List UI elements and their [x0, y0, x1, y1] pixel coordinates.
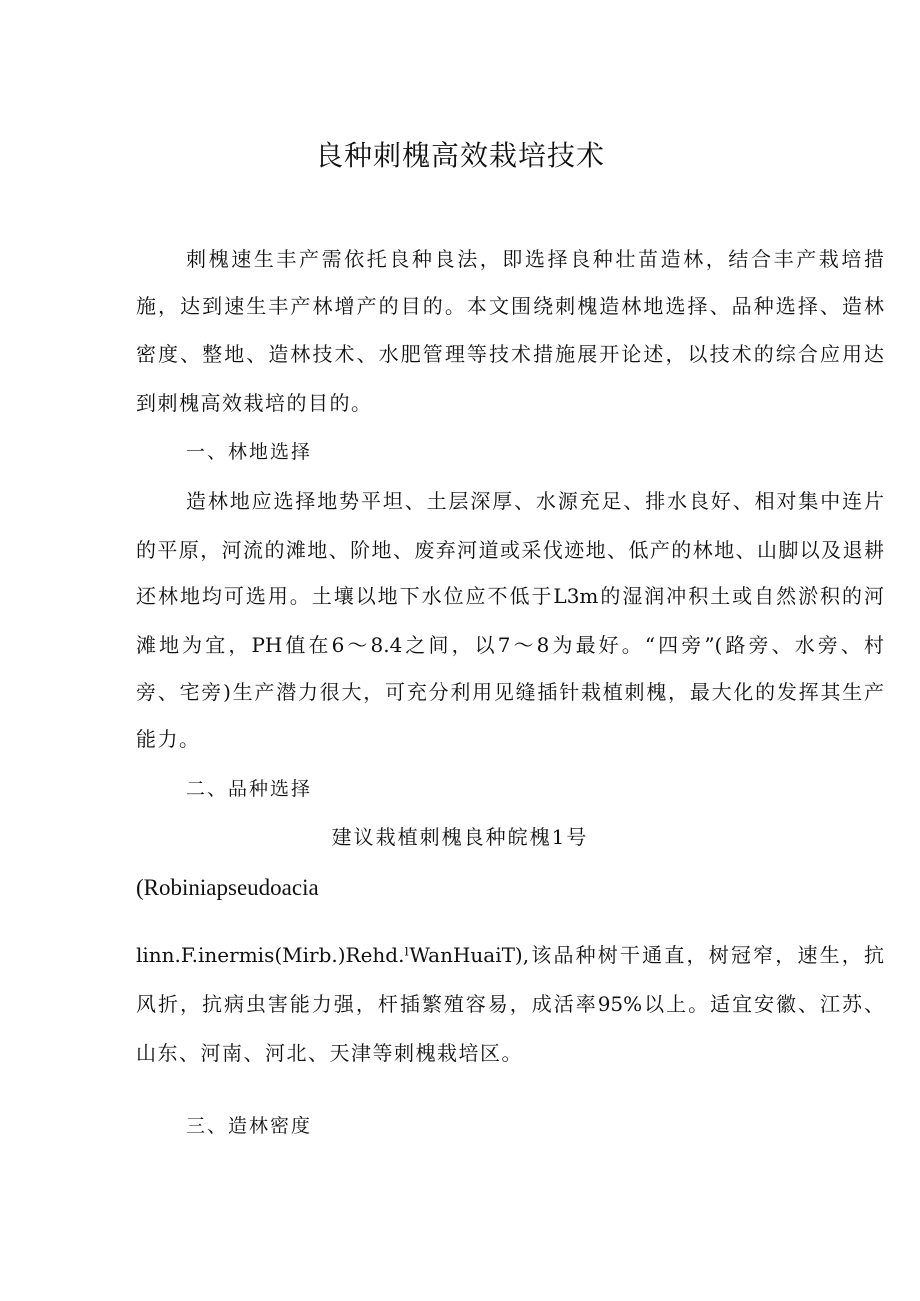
intro-line: 施，达到速生丰产林增产的目的。本文围绕刺槐造林地选择、品种选择、造林	[136, 294, 884, 318]
section-heading-3: 三、造林密度	[186, 1115, 313, 1137]
paragraph-line: 山东、河南、河北、天津等刺槐栽培区。	[136, 1041, 523, 1065]
paragraph-line: 旁、宅旁)生产潜力很大，可充分利用见缝插针栽植刺槐，最大化的发挥其生产	[136, 680, 884, 704]
document-title: 良种刺槐高效栽培技术	[314, 139, 605, 172]
paragraph-line: 风折，抗病虫害能力强，杆插繁殖容易，成活率95%以上。适宜安徽、江苏、	[136, 992, 884, 1016]
paragraph-line: 滩地为宜，PH值在6～8.4之间，以7～8为最好。“四旁”(路旁、水旁、村	[136, 633, 884, 657]
section-heading-2: 二、品种选择	[186, 778, 313, 800]
paragraph-line: 还林地均可选用。土壤以地下水位应不低于L3m的湿润冲积土或自然淤积的河	[136, 584, 884, 608]
latin-name-line: (Robiniapseudoacia	[136, 875, 319, 900]
recommendation-line: 建议栽植刺槐良种皖槐1号	[331, 825, 589, 849]
paragraph-line: 造林地应选择地势平坦、土层深厚、水源充足、排水良好、相对集中连片	[186, 489, 884, 513]
paragraph-line: 的平原，河流的滩地、阶地、废弃河道或采伐迹地、低产的林地、山脚以及退耕	[136, 538, 884, 562]
paragraph-line: linn.F.inermis(Mirb.)Rehd.ˡWanHuaiT),该品种树干通直，树冠窄，速生，抗	[136, 943, 884, 967]
section-heading-1: 一、林地选择	[186, 441, 313, 463]
paragraph-line: 能力。	[136, 727, 201, 751]
intro-line: 刺槐速生丰产需依托良种良法，即选择良种壮苗造林，结合丰产栽培措	[186, 247, 884, 271]
intro-line: 密度、整地、造林技术、水肥管理等技术措施展开论述，以技术的综合应用达	[136, 342, 884, 366]
intro-line: 到刺槐高效栽培的目的。	[136, 391, 373, 415]
